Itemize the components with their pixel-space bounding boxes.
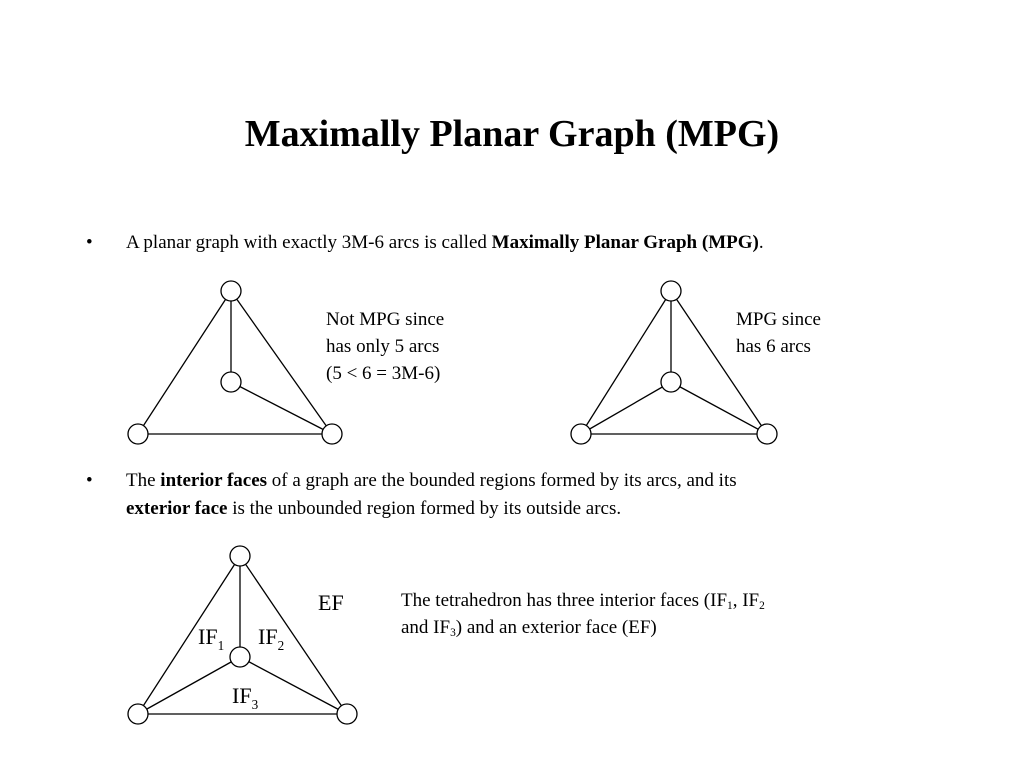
bullet-2-plain-2: of a graph are the bounded regions formed by its arcs, and its — [267, 470, 737, 491]
if1-subscript: 1 — [217, 638, 225, 653]
desc-text-4: ) and an exterior face (EF) — [455, 617, 657, 638]
arc-center-left — [138, 657, 240, 714]
desc-sub-3: 3 — [450, 627, 456, 639]
if3-prefix: IF — [232, 683, 252, 708]
node-top — [230, 546, 250, 566]
node-center — [230, 647, 250, 667]
bullet-2-plain-3: is the unbounded region formed by its outside arcs. — [227, 498, 622, 519]
if2-subscript: 2 — [277, 638, 285, 653]
interior-faces-term: interior faces — [160, 470, 268, 491]
desc-sub-1: 1 — [727, 600, 733, 612]
mpg-note-line-1: MPG since — [736, 309, 821, 330]
bullet-marker: • — [86, 232, 93, 253]
interior-face-1-label — [198, 624, 225, 653]
bullet-2-plain-1: The — [126, 470, 161, 491]
not-mpg-note-line-2: has only 5 arcs — [326, 336, 440, 357]
interior-face-3-label — [232, 683, 259, 712]
exterior-face-term: exterior face — [126, 498, 228, 519]
if3-subscript: 3 — [251, 697, 259, 712]
if1-prefix: IF — [198, 624, 218, 649]
desc-text-2: , IF — [732, 590, 760, 611]
node-bottom-left — [128, 704, 148, 724]
bullet-1-period: . — [758, 232, 764, 253]
not-mpg-note-line-3: (5 < 6 = 3M-6) — [326, 363, 441, 384]
exterior-face-label: EF — [318, 590, 344, 615]
desc-text-3: and IF — [401, 617, 451, 638]
page-title: Maximally Planar Graph (MPG) — [244, 113, 780, 155]
node-bottom-right — [337, 704, 357, 724]
bullet-1-plain: A planar graph with exactly 3M-6 arcs is called — [126, 232, 492, 253]
interior-face-2-label — [258, 624, 285, 653]
bullet-1-bold: Maximally Planar Graph (MPG) — [491, 232, 759, 253]
tetrahedron-desc-line-1 — [401, 587, 765, 614]
mpg-note-line-2: has 6 arcs — [736, 336, 811, 357]
bullet-marker: • — [86, 470, 93, 491]
desc-text-1: The tetrahedron has three interior faces (IF — [401, 590, 728, 611]
if2-prefix: IF — [258, 624, 278, 649]
tetrahedron-desc-line-2 — [401, 614, 765, 641]
arc-top-left — [138, 556, 240, 714]
desc-sub-2: 2 — [759, 600, 765, 612]
not-mpg-note-line-1: Not MPG since — [326, 309, 445, 330]
tetrahedron-description — [401, 587, 765, 641]
